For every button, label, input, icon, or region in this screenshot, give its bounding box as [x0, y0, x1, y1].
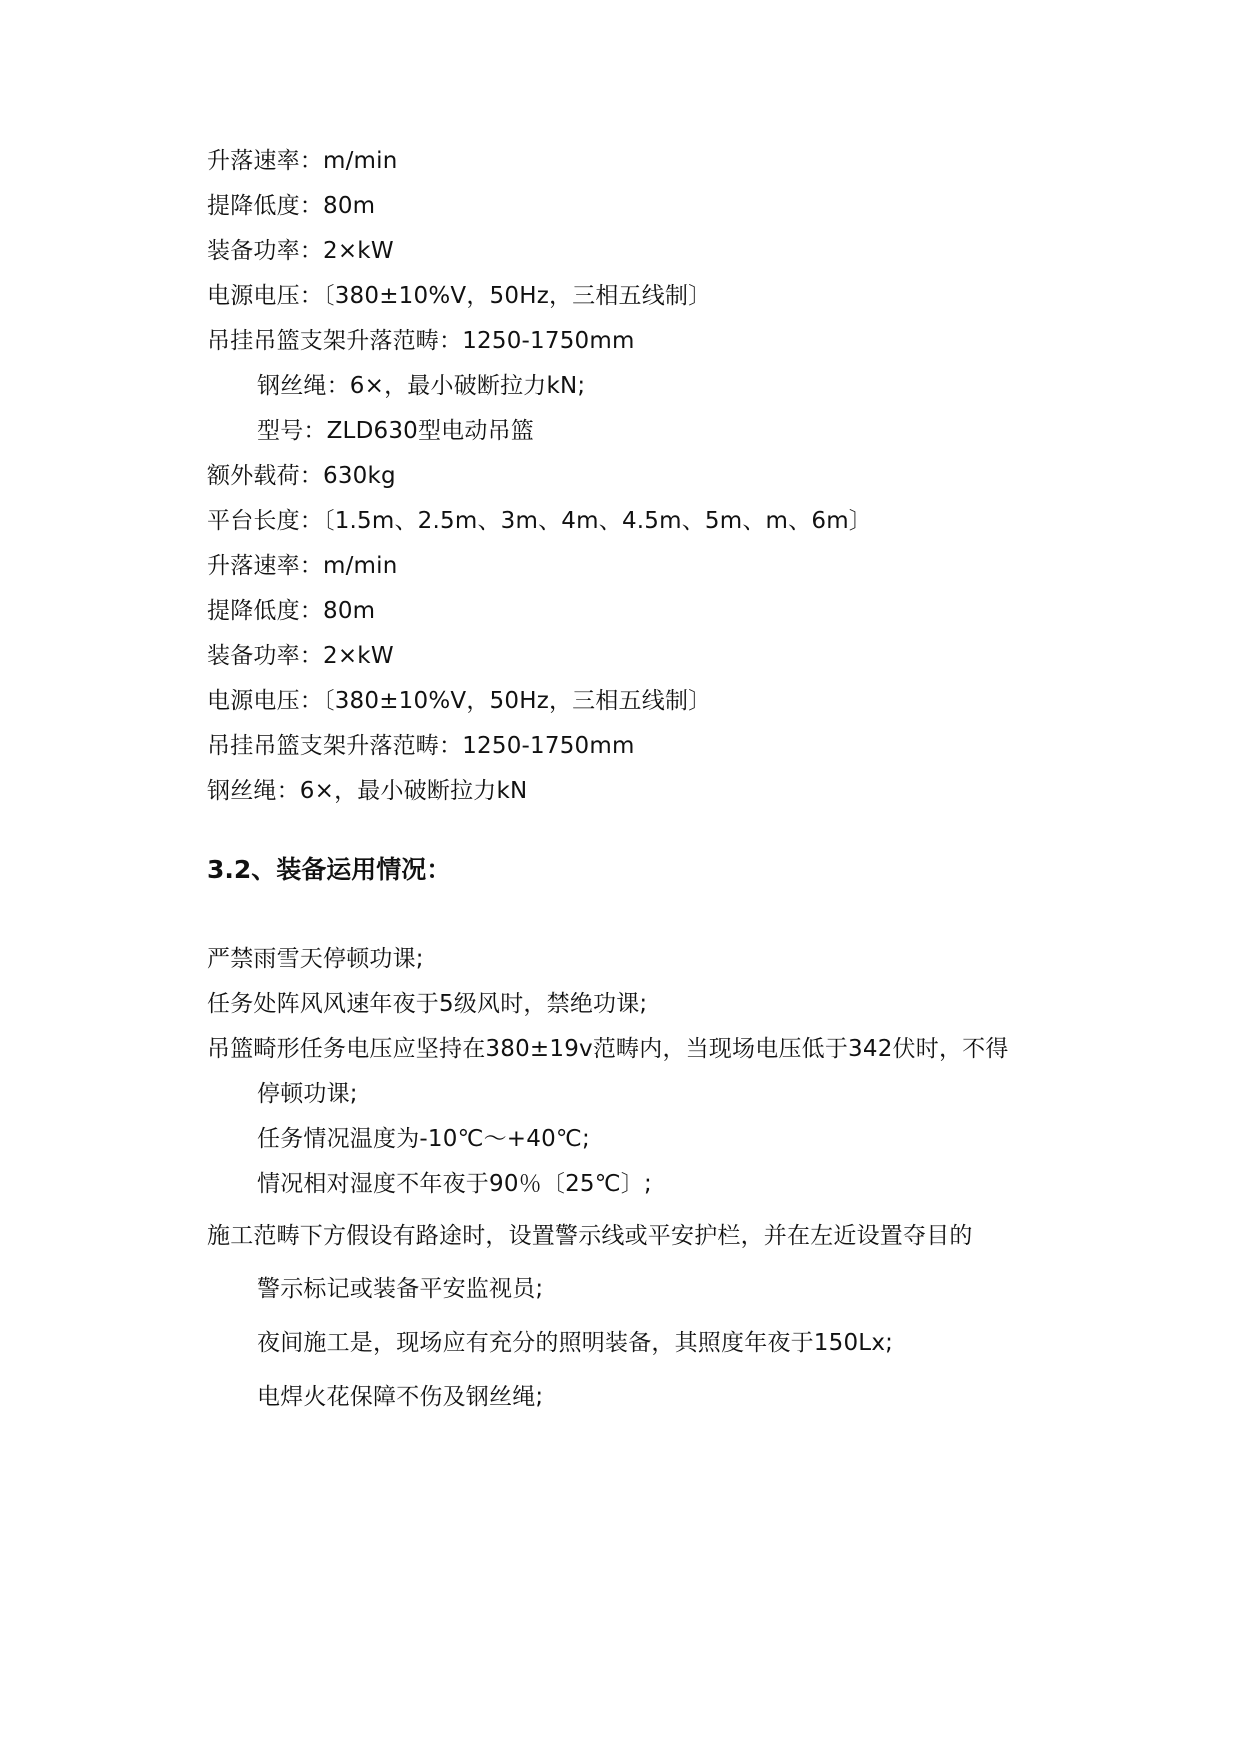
usage-item-voltage: 吊篮畸形任务电压应坚持在380±19v范畴内，当现场电压低于342伏时，不得	[207, 1036, 1009, 1062]
spec-power: 装备功率：2×kW	[207, 238, 394, 264]
spec-wire-rope-2: 钢丝绳：6×，最小破断拉力kN	[207, 778, 528, 804]
usage-item-welding: 电焊火花保障不伤及钢丝绳;	[257, 1384, 544, 1410]
usage-item-warning-zone-cont: 警示标记或装备平安监视员;	[257, 1276, 544, 1302]
spec-lift-speed: 升落速率：m/min	[207, 148, 398, 174]
spec-lift-height-2: 提降低度：80m	[207, 598, 376, 624]
spec-voltage: 电源电压：〔380±10%V，50Hz，三相五线制〕	[207, 283, 712, 309]
spec-voltage-2: 电源电压：〔380±10%V，50Hz，三相五线制〕	[207, 688, 712, 714]
spec-bracket-range-2: 吊挂吊篮支架升落范畴：1250-1750mm	[207, 733, 635, 759]
usage-item-warning-zone: 施工范畴下方假设有路途时，设置警示线或平安护栏，并在左近设置夺目的	[207, 1223, 973, 1249]
spec-model: 型号：ZLD630型电动吊篮	[257, 418, 534, 444]
spec-rated-load: 额外载荷：630kg	[207, 463, 396, 489]
spec-platform-length: 平台长度：〔1.5m、2.5m、3m、4m、4.5m、5m、m、6m〕	[207, 508, 873, 534]
spec-bracket-range: 吊挂吊篮支架升落范畴：1250-1750mm	[207, 328, 635, 354]
usage-item-humidity: 情况相对湿度不年夜于90％〔25℃〕;	[257, 1171, 652, 1197]
section-heading: 3.2、装备运用情况：	[207, 855, 452, 884]
spec-power-2: 装备功率：2×kW	[207, 643, 394, 669]
usage-item-wind: 任务处阵风风速年夜于5级风时，禁绝功课;	[207, 991, 648, 1017]
usage-item-night-lighting: 夜间施工是，现场应有充分的照明装备，其照度年夜于150Lx;	[257, 1330, 894, 1356]
usage-item-voltage-cont: 停顿功课;	[257, 1081, 358, 1107]
spec-wire-rope: 钢丝绳：6×，最小破断拉力kN;	[257, 373, 586, 399]
spec-lift-height: 提降低度：80m	[207, 193, 376, 219]
spec-lift-speed-2: 升落速率：m/min	[207, 553, 398, 579]
usage-item-rain: 严禁雨雪天停顿功课;	[207, 946, 424, 972]
usage-item-temperature: 任务情况温度为-10℃～+40℃;	[257, 1126, 590, 1152]
